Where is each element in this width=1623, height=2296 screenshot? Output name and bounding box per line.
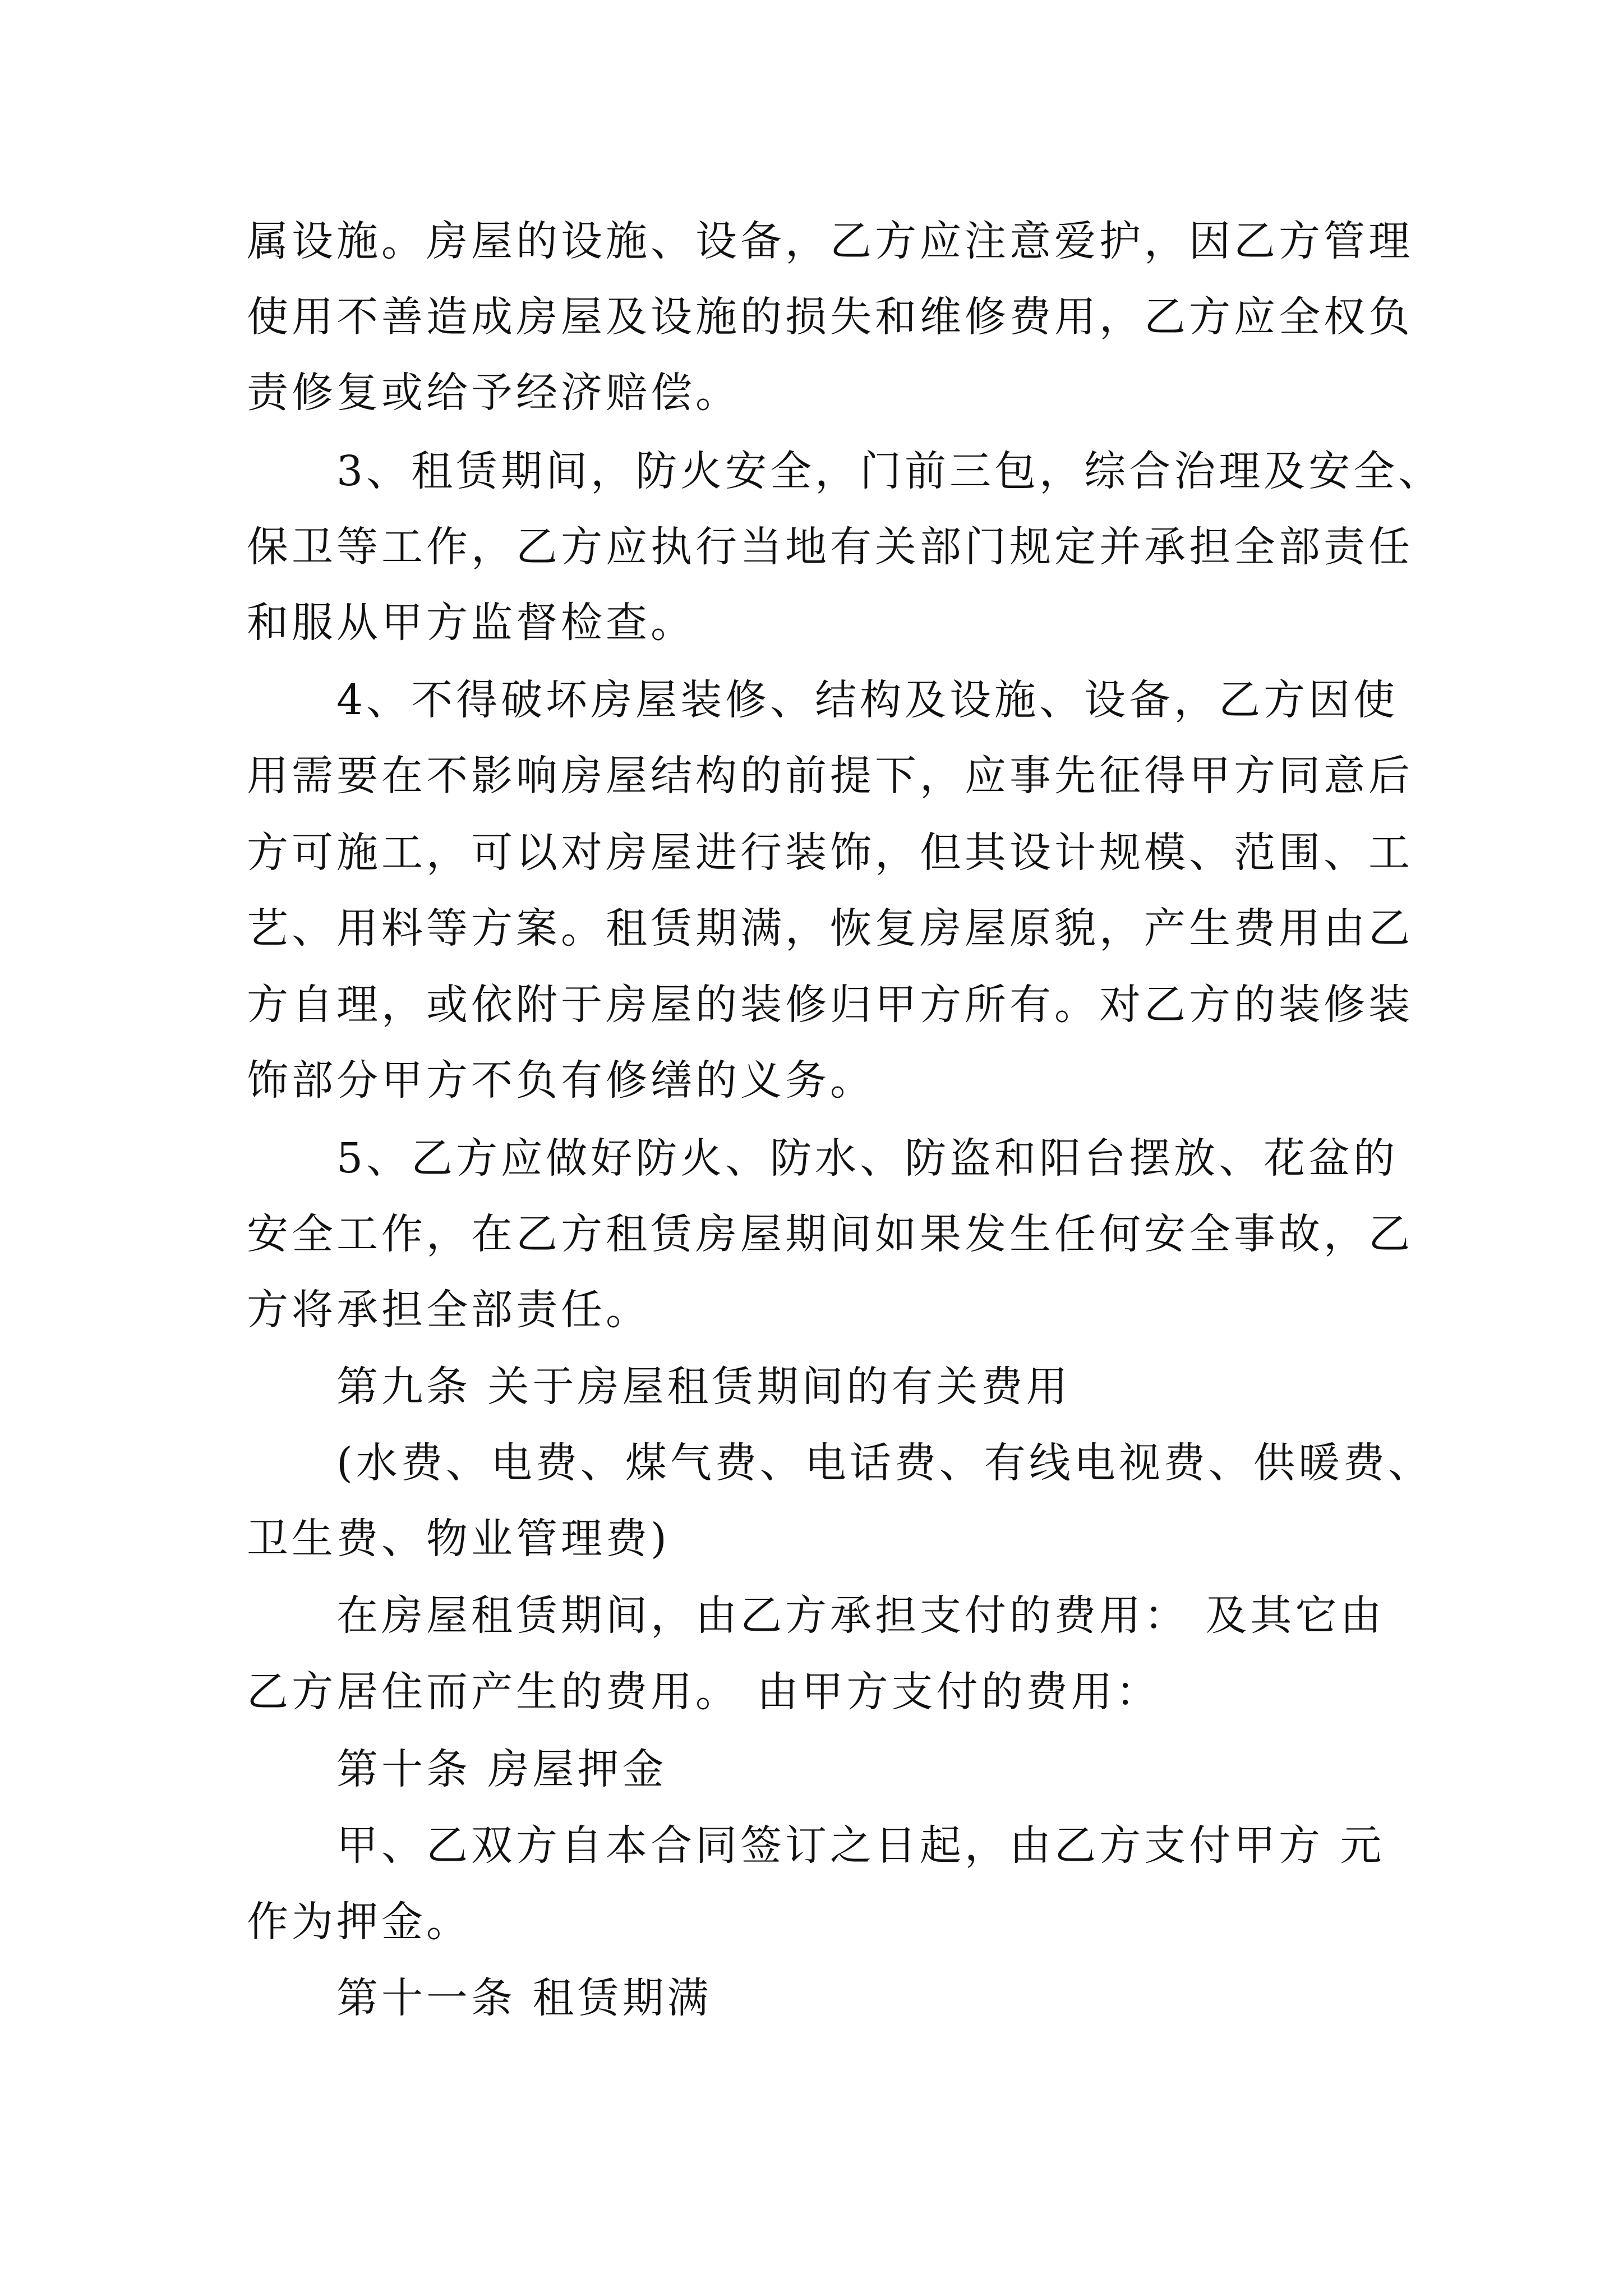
text-line: 使用不善造成房屋及设施的损失和维修费用，乙方应全权负 (247, 293, 1413, 341)
text-line: 艺、用料等方案。租赁期满，恢复房屋原貌，产生费用由乙 (247, 904, 1413, 953)
text-line: 方将承担全部责任。 (247, 1286, 651, 1334)
section-heading: 第十一条 租赁期满 (336, 1974, 712, 2022)
text-line: 方可施工，可以对房屋进行装饰，但其设计规模、范围、工 (247, 829, 1413, 877)
text-line: 作为押金。 (247, 1898, 471, 1946)
text-line: (水费、电费、煤气费、电话费、有线电视费、供暖费、 (336, 1439, 1433, 1487)
text-line: 责修复或给予经济赔偿。 (247, 369, 740, 417)
text-line: 卫生费、物业管理费) (247, 1515, 670, 1563)
text-line: 5、乙方应做好防火、防水、防盗和阳台摆放、花盆的 (336, 1134, 1399, 1182)
text-line: 乙方居住而产生的费用。 由甲方支付的费用： (247, 1668, 1161, 1716)
text-line: 3、租赁期间，防火安全，门前三包，综合治理及安全、 (336, 447, 1444, 495)
text-line: 用需要在不影响房屋结构的前提下，应事先征得甲方同意后 (247, 752, 1413, 800)
section-heading: 第九条 关于房屋租赁期间的有关费用 (336, 1363, 1071, 1411)
text-line: 安全工作，在乙方租赁房屋期间如果发生任何安全事故，乙 (247, 1210, 1413, 1258)
section-heading: 第十条 房屋押金 (336, 1745, 667, 1793)
text-line: 方自理，或依附于房屋的装修归甲方所有。对乙方的装修装 (247, 981, 1413, 1029)
text-line: 甲、乙双方自本合同签订之日起，由乙方支付甲方 元 (336, 1821, 1385, 1870)
text-line: 属设施。房屋的设施、设备，乙方应注意爱护，因乙方管理 (247, 217, 1413, 265)
text-line: 饰部分甲方不负有修缮的义务。 (247, 1056, 875, 1105)
text-line: 在房屋租赁期间，由乙方承担支付的费用： 及其它由 (336, 1591, 1385, 1640)
text-line: 保卫等工作，乙方应执行当地有关部门规定并承担全部责任 (247, 523, 1413, 571)
text-line: 和服从甲方监督检查。 (247, 599, 695, 647)
text-line: 4、不得破坏房屋装修、结构及设施、设备，乙方因使 (336, 676, 1399, 724)
